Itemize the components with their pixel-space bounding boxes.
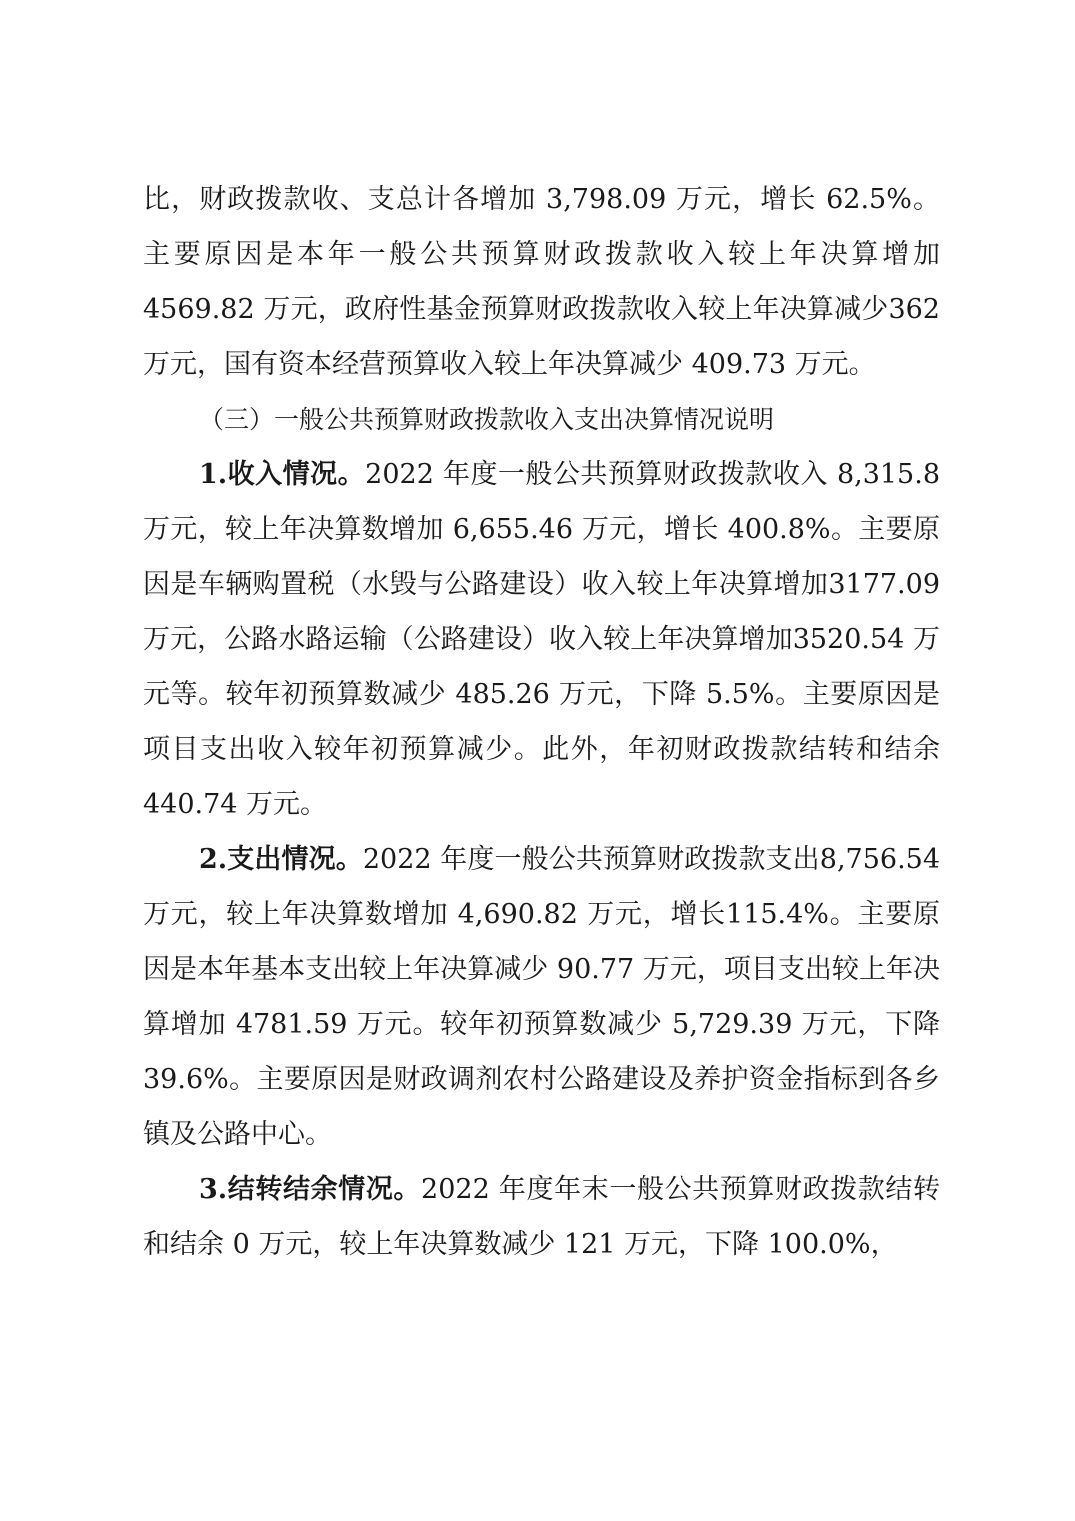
document-page — [143, 172, 940, 1272]
paragraph-expense — [143, 832, 940, 1162]
income-body-text: 2022 年度一般公共预算财政拨款收入 8,315.8 万元，较上年决算数增加 6,655.46 万元，增长 400.8%。主要原因是车辆购置税（水毁与公路建设）收入较上年决算增加3177.09 万元，公路水路运输（公路建设）收入较上年决算增加3520.54 万元等。较年初预算数减少 485.26 万元，下降 5.5%。主要原因是项目支出收入较年初预算减少。此外，年初财政拨款结转和结余 440.74 万元。 — [143, 459, 940, 820]
income-lead-label: 1.收入情况。 — [199, 459, 366, 490]
paragraph-income — [143, 447, 940, 832]
paragraph-fiscal-total: 比，财政拨款收、支总计各增加 3,798.09 万元，增长 62.5%。主要原因是本年一般公共预算财政拨款收入较上年决算增加4569.82 万元，政府性基金预算财政拨款收入较上年决算减少362 万元，国有资本经营预算收入较上年决算减少 409.73 万元。 — [143, 184, 940, 380]
expense-lead-label: 2.支出情况。 — [199, 844, 363, 875]
balance-body-text: 2022 年度年末一般公共预算财政拨款结转和结余 0 万元，较上年决算数减少 121 万元，下降 100.0%， — [143, 1174, 941, 1260]
balance-lead-label: 3.结转结余情况。 — [199, 1174, 422, 1205]
expense-body-text: 2022 年度一般公共预算财政拨款支出8,756.54 万元，较上年决算数增加 4,690.82 万元，增长115.4%。主要原因是本年基本支出较上年决算减少 90.77 万元，项目支出较上年决算增加 4781.59 万元。较年初预算数减少 5,729.39 万元，下降 39.6%。主要原因是财政调剂农村公路建设及养护资金指标到各乡镇及公路中心。 — [143, 844, 941, 1150]
section-heading-3: （三）一般公共预算财政拨款收入支出决算情况说明 — [199, 405, 775, 434]
paragraph-balance — [143, 1162, 940, 1272]
